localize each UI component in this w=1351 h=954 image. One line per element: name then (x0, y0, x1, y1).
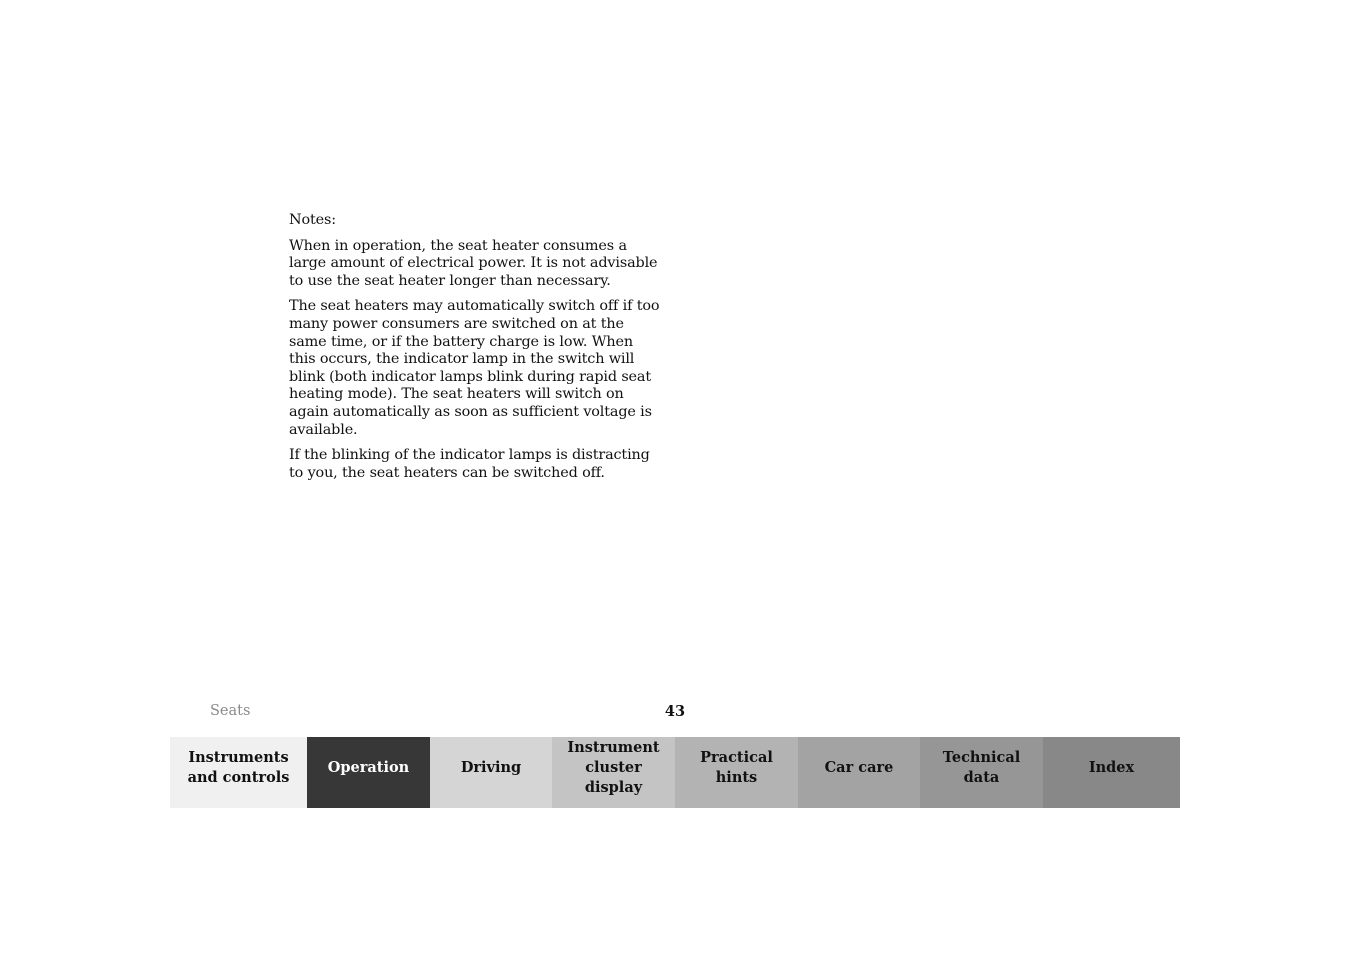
tab-operation[interactable] (307, 737, 430, 808)
tab-label: Instrument cluster display (567, 738, 660, 796)
chapter-tab-bar (170, 737, 1180, 808)
tab-technical-data[interactable] (920, 737, 1043, 808)
tab-label: Car care (824, 758, 894, 776)
tab-label: Technical data (942, 748, 1021, 786)
tab-label: Practical hints (700, 748, 773, 786)
tab-label: Driving (460, 758, 522, 776)
tab-label: Operation (327, 758, 410, 776)
section-label: Seats (210, 703, 251, 719)
notes-paragraph: When in operation, the seat heater consumes a large amount of electrical power. It is not advisable to use the seat heater longer than necessary. (289, 237, 658, 289)
tab-label: Instruments and controls (187, 748, 290, 786)
notes-section (289, 212, 661, 490)
tab-practical-hints[interactable] (675, 737, 798, 808)
tab-instruments-and-controls[interactable] (170, 737, 307, 808)
tab-instrument-cluster-display[interactable] (552, 737, 675, 808)
notes-heading: Notes: (289, 212, 336, 228)
tab-car-care[interactable] (798, 737, 920, 808)
tab-index[interactable] (1043, 737, 1180, 808)
notes-paragraph: The seat heaters may automatically switch off if too many power consumers are switched on at the same time, or if the battery charge is low. When this occurs, the indicator lamp in the switch will blink (both indicator lamps blink during rapid seat heating mode). The seat heaters will switch on again automatically as soon as sufficient voltage is available. (289, 298, 660, 438)
page-number: 43 (664, 703, 686, 720)
tab-label: Index (1088, 758, 1135, 776)
notes-paragraph: If the blinking of the indicator lamps is distracting to you, the seat heaters can be switched off. (289, 447, 650, 481)
tab-driving[interactable] (430, 737, 552, 808)
